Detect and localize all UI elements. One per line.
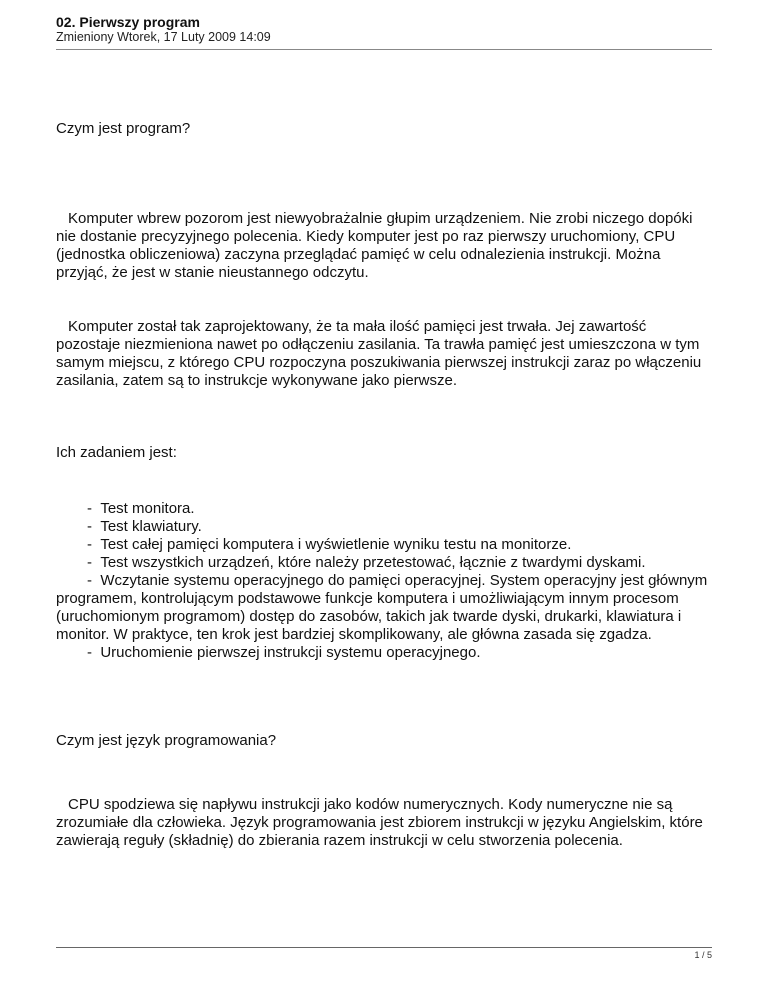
heading-programming-language: Czym jest język programowania? [56, 732, 277, 749]
paragraph-persistent-memory: Komputer został tak zaprojektowany, że ta mała ilość pamięci jest trwała. Jej zawartość pozostaje niezmieniona nawet po odłączeniu zasilania. Ta trawła pamięć jest umieszczona w tym samym miejscu, z którego CPU rozpoczyna poszukiwania pierwszej instrukcji zaraz po włączeniu zasilania, zatem są to instrukcje wykonywane jako pierwsze. [56, 318, 702, 389]
heading-tasks: Ich zadaniem jest: [56, 444, 177, 461]
task-list [56, 500, 712, 662]
bullet-marker: - [87, 644, 92, 661]
list-item: - Uruchomienie pierwszej instrukcji systemu operacyjnego. [56, 644, 712, 662]
page-number: 1 / 5 [694, 950, 712, 960]
bullet-marker: - [87, 518, 92, 535]
heading-what-is-program: Czym jest program? [56, 120, 191, 137]
paragraph-computer-intro: Komputer wbrew pozorom jest niewyobrażalnie głupim urządzeniem. Nie zrobi niczego dopóki nie dostanie precyzyjnego polecenia. Kiedy komputer jest po raz pierwszy uruchomiony, CPU (jednostka obliczeniowa) zaczyna przeglądać pamięć w celu odnalezienia instrukcji. Można przyjąć, że jest w stanie nieustannego odczytu. [56, 210, 693, 281]
page-header [56, 14, 712, 45]
list-item: - Test monitora. [56, 500, 712, 518]
list-item: - Test klawiatury. [56, 518, 712, 536]
list-item: - Test całej pamięci komputera i wyświetlenie wyniku testu na monitorze. [56, 536, 712, 554]
list-item: - Wczytanie systemu operacyjnego do pamięci operacyjnej. System operacyjny jest głównym programem, kontrolującym podstawowe funkcje komputera i umożliwiającym innym procesom (uruchomionym programom) dostęp do zasobów, takich jak twarde dyski, drukarki, klawiatura i monitor. W praktyce, ten krok jest bardziej skomplikowany, ale główna zasada się zgadza. [56, 572, 708, 643]
modified-date: Zmieniony Wtorek, 17 Luty 2009 14:09 [56, 30, 271, 44]
bullet-marker: - [87, 500, 92, 517]
paragraph-programming-language: CPU spodziewa się napływu instrukcji jako kodów numerycznych. Kody numeryczne nie są zrozumiałe dla człowieka. Język programowania jest zbiorem instrukcji w języku Angielskim, które zawierają reguły (składnię) do zbierania razem instrukcji w celu stworzenia polecenia. [56, 796, 703, 849]
document-title: 02. Pierwszy program [56, 14, 200, 30]
footer-divider [56, 947, 712, 948]
bullet-marker: - [87, 572, 92, 589]
list-item: - Test wszystkich urządzeń, które należy przetestować, łącznie z twardymi dyskami. [56, 554, 712, 572]
bullet-marker: - [87, 536, 92, 553]
header-divider [56, 49, 712, 50]
bullet-marker: - [87, 554, 92, 571]
